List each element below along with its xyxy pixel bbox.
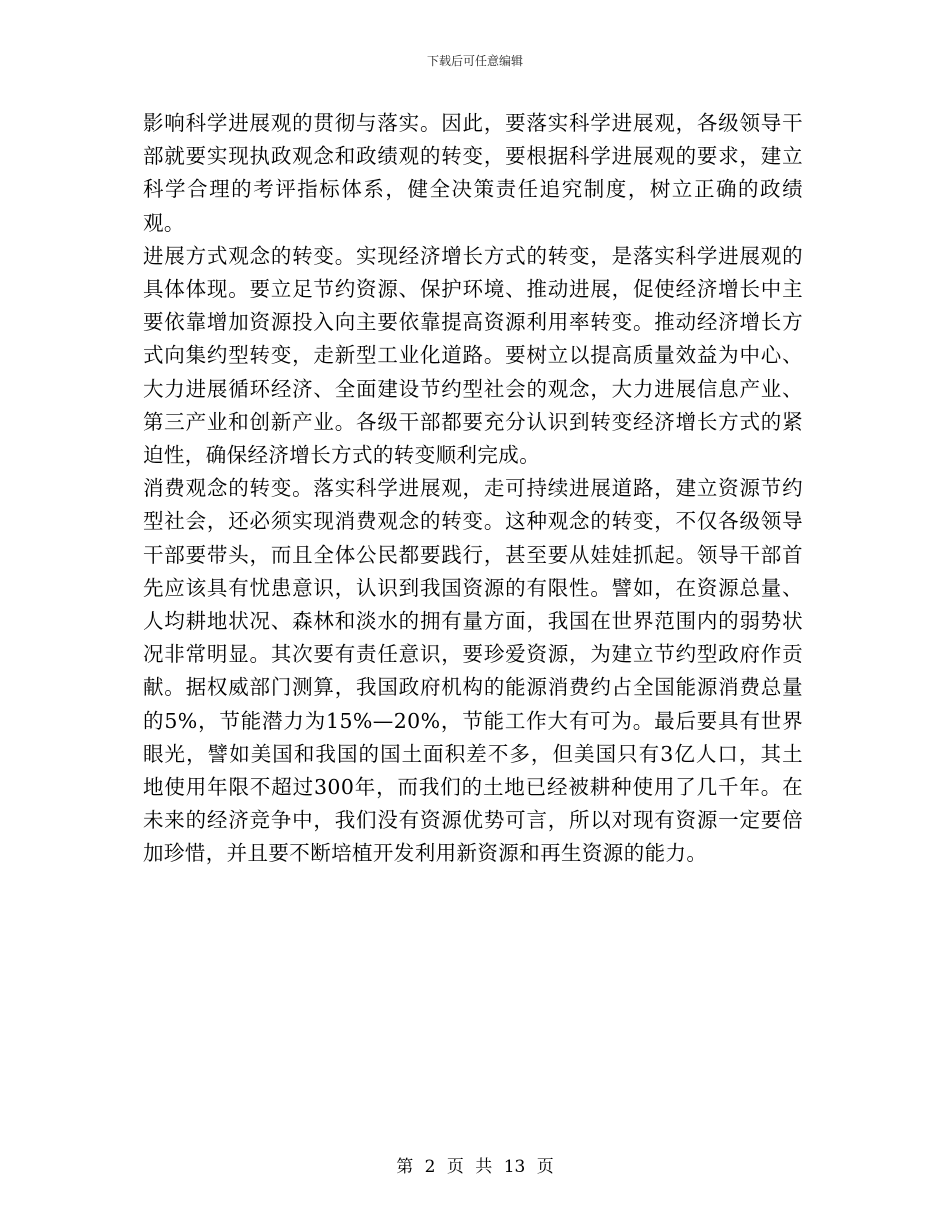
paragraph-political-achievement: 影响科学进展观的贯彻与落实。因此，要落实科学进展观，各级领导干部就要实现执政观念和政绩观的转变，要根据科学进展观的要求，建立科学合理的考评指标体系，健全决策责任追究制度，树立正确的政绩观。 [143, 111, 803, 235]
document-body [143, 107, 803, 871]
page-number-footer: 第 2 页 共 13 页 [396, 1157, 554, 1177]
paragraph-development-mode: 进展方式观念的转变。实现经济增长方式的转变，是落实科学进展观的具体体现。要立足节约资源、保护环境、推动进展，促使经济增长中主要依靠增加资源投入向主要依靠提高资源利用率转变。推动经济增长方式向集约型转变，走新型工业化道路。要树立以提高质量效益为中心、大力进展循环经济、全面建设节约型社会的观念，大力进展信息产业、第三产业和创新产业。各级干部都要充分认识到转变经济增长方式的紧迫性，确保经济增长方式的转变顺利完成。 [143, 243, 803, 468]
page-header: 下载后可任意编辑 [426, 54, 523, 68]
paragraph-consumption-concept: 消费观念的转变。落实科学进展观，走可持续进展道路，建立资源节约型社会，还必须实现消费观念的转变。这种观念的转变，不仅各级领导干部要带头，而且全体公民都要践行，甚至要从娃娃抓起。领导干部首先应该具有忧患意识，认识到我国资源的有限性。譬如，在资源总量、人均耕地状况、森林和淡水的拥有量方面，我国在世界范围内的弱势状况非常明显。其次要有责任意识，要珍爱资源，为建立节约型政府作贡献。据权威部门测算，我国政府机构的能源消费约占全国能源消费总量的5%，节能潜力为15%—20%，节能工作大有可为。最后要具有世界眼光，譬如美国和我国的国土面积差不多，但美国只有3亿人口，其土地使用年限不超过300年，而我们的土地已经被耕种使用了几千年。在未来的经济竞争中，我们没有资源优势可言，所以对现有资源一定要倍加珍惜，并且要不断培植开发利用新资源和再生资源的能力。 [143, 476, 803, 866]
